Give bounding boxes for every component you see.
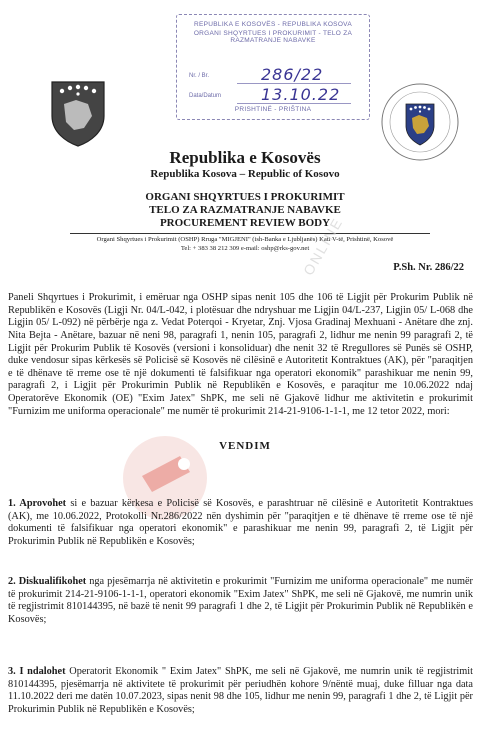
- stamp-rule: [237, 83, 351, 84]
- decision-item-3: [8, 666, 473, 716]
- decision-item-1: [8, 498, 473, 548]
- decision-item-1-text: si e bazuar kërkesa e Policisë së Kosovës, e parashtruar në cilësinë e Autoritetit Kontraktues (AK), me 10.06.2022, Protokolli Nr.286/2022 nën dyshimin për "paraqitjen e të dhënave të rreme ose të një dokumenti të falsifikuar nga operatori ekonomik" e parashikuar me nenin 99, paragrafi 2, të Ligjit për Prokurimin Publik në Republikën e Kosovës;: [8, 498, 473, 548]
- decision-item-1-lead: 1. Aprovohet: [8, 498, 67, 510]
- stamp-date-label: Data/Datum: [189, 93, 222, 99]
- decision-item-2-lead: 2. Diskualifikohet: [8, 576, 87, 588]
- republic-title: Republika e Kosovës: [169, 148, 321, 167]
- decision-title: VENDIM: [219, 440, 271, 452]
- stamp-date: 13.10.22: [261, 85, 341, 104]
- org-contact: Tel: + 383 38 212 309 e-mail: oshp@rks-gov.net: [180, 245, 310, 252]
- registration-stamp: [176, 14, 370, 120]
- case-reference: P.Sh. Nr. 286/22: [393, 262, 464, 273]
- org-address: Organi Shqyrtues i Prokurimit (OSHP) Rruga "MIGJENI" (ish-Banka e Ljubljanës) Kati V-të, Prishtinë, Kosovë: [96, 236, 394, 243]
- org-name-serbian: TELO ZA RAZMATRANJE NABAVKE: [149, 204, 341, 216]
- decision-item-2-text: nga pjesëmarrja në aktivitetin e prokurimit "Furnizim me uniforma operacionale" me numër të prokurimit 214-21-9106-1-1-1, operatori ekonomik "Exim Jatex" ShPK, me seli në Gjakovë, me numrin unik të regjistrimit 810144395, në bazë të nenit 99 paragrafi 1 dhe 2, të Ligjit për Prokurimin Publik në Republikën e Kosovës;: [8, 576, 473, 626]
- intro-paragraph: Paneli Shqyrtues i Prokurimit, i emëruar nga OSHP sipas nenit 105 dhe 106 të Ligjit për Prokurim Publik në Republikën e Kosovës (Ligji Nr. 04/L-042, i plotësuar dhe ndryshuar me Ligjin 04/L-237, Ligjin 05/ L-068 dhe Ligjin 05/ L-092) në përbërje nga z. Vedat Poterqoi - Kryetar, Znj. Vjosa Gradinaj Mexhuani - Anëtare dhe znj. Nita Bejta - Anëtare, bazuar në neni 98, paragrafi 1, nenin 105, paragrafi 2, lidhur me nenin 99 paragrafi 2, të Ligjit për Prokurim Publik të Kosovës (versioni i konsoliduar) dhe nenit 32 të Rregullores së Punës së OSHP, duke vendosur sipas kërkesës së Policisë së Kosovës në cilësinë e Autoritetit Kontraktues (AK), për "paraqitjen e të dhënave të rreme ose të një dokumenti të falsifikuar nga operatori ekonomik" parashikuar me nenin 99, paragrafi 2, i Ligjit për Prokurimin Publik në Republikën e Kosovës, e paraqitur me 10.06.2022 ndaj Operatorëve Ekonomik (OE) "Exim Jatex" ShPK, me seli në Gjakovë lidhur me aktivitetin e prokurimit "Furnizim me uniforma operacionale" me numër të prokurimit 214-21-9106-1-1-1, me 12 tetor 2022, mori:: [8, 292, 473, 417]
- decision-item-2: [8, 576, 473, 626]
- watermark-text: ONLINE: [300, 214, 346, 278]
- org-name-albanian: ORGANI SHQYRTUES I PROKURIMIT: [145, 191, 345, 203]
- stamp-line-2: ORGANI SHQYRTUES I PROKURIMIT - TELO ZA RAZMATRANJE NABAVKE: [193, 30, 353, 44]
- stamp-city: PRISHTINË - PRIŠTINA: [234, 106, 312, 113]
- stamp-number-label: Nr. / Br.: [189, 73, 210, 79]
- stamp-rule: [237, 103, 351, 104]
- header-divider: [70, 233, 430, 234]
- org-name-english: PROCUREMENT REVIEW BODY: [159, 217, 331, 229]
- decision-item-3-text: Operatorit Ekonomik " Exim Jatex" ShPK, me seli në Gjakovë, me numrin unik të regjistrimit 810144395, pjesëmarrja në aktivitete të prokurimit për periudhën kohore 9/nëntë muaj, duke filluar nga data 11.10.2022 deri me datën 10.07.2023, sipas nenit 98 dhe 105, lidhur me nenin 99, paragrafi 1 dhe 2, të Ligjit për Prokurimin Publik në Republikën e Kosovës;: [8, 666, 474, 716]
- republic-subtitle: Republika Kosova – Republic of Kosovo: [150, 168, 340, 180]
- decision-item-3-lead: 3. I ndalohet: [8, 666, 66, 678]
- kosovo-coat-of-arms-icon: [42, 76, 114, 148]
- stamp-line-1: REPUBLIKA E KOSOVËS - REPUBLIKA KOSOVA: [194, 21, 352, 28]
- stamp-number: 286/22: [261, 65, 324, 84]
